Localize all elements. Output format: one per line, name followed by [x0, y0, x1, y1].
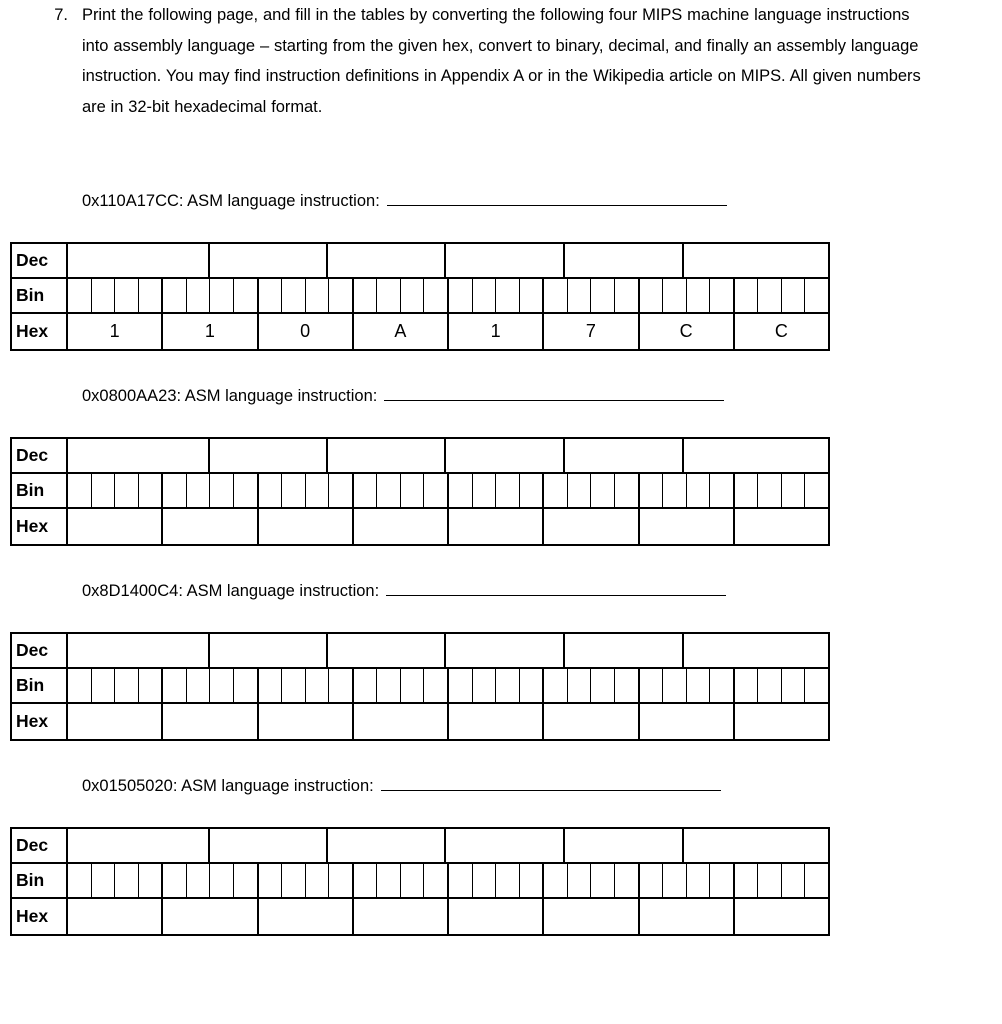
row-label-dec: Dec	[12, 439, 68, 472]
dec-cell[interactable]	[684, 439, 828, 472]
bin-bit-cell[interactable]	[663, 669, 687, 702]
bin-bit-cell[interactable]	[92, 474, 116, 507]
bin-bit-cell[interactable]	[758, 474, 782, 507]
hex-digit-cell[interactable]	[449, 509, 544, 544]
hex-digit-cell[interactable]	[640, 899, 735, 934]
dec-cell[interactable]	[210, 439, 328, 472]
row-label-hex: Hex	[12, 704, 68, 739]
bin-bit-cell[interactable]	[329, 669, 352, 702]
hex-digit-cell[interactable]	[544, 509, 639, 544]
bin-bit-cell[interactable]	[282, 474, 306, 507]
bin-nibble-group	[163, 864, 258, 897]
bin-nibble-group	[449, 864, 544, 897]
row-label-bin: Bin	[12, 279, 68, 312]
dec-cells	[68, 634, 828, 667]
bin-bit-cell[interactable]	[115, 669, 139, 702]
bin-bit-cell[interactable]	[234, 864, 257, 897]
bin-bit-cell[interactable]	[520, 279, 543, 312]
bin-bit-cell[interactable]	[496, 864, 520, 897]
bin-bit-cell[interactable]	[92, 864, 116, 897]
bin-bit-cell[interactable]	[473, 669, 497, 702]
dec-cells	[68, 244, 828, 277]
bin-bit-cell[interactable]	[473, 864, 497, 897]
hex-digit-cell[interactable]	[163, 509, 258, 544]
instruction-prompt: 0x8D1400C4: ASM language instruction:	[82, 582, 380, 600]
bin-bit-cell[interactable]	[758, 279, 782, 312]
bin-nibble-group	[354, 864, 449, 897]
bin-nibble-group	[449, 474, 544, 507]
bin-bit-cell[interactable]	[568, 864, 592, 897]
bin-bit-cell[interactable]	[68, 279, 92, 312]
bin-bit-cell[interactable]	[758, 864, 782, 897]
bin-nibble-group	[640, 669, 735, 702]
bin-bit-cell[interactable]	[424, 279, 447, 312]
bin-bit-cell[interactable]	[259, 279, 283, 312]
bin-cells	[68, 279, 828, 312]
bin-bit-cell[interactable]	[735, 864, 759, 897]
bin-nibble-group	[68, 864, 163, 897]
hex-digit-cell[interactable]: 0	[259, 314, 354, 349]
bin-bit-cell[interactable]	[68, 864, 92, 897]
bin-nibble-group	[259, 279, 354, 312]
bin-bit-cell[interactable]	[568, 279, 592, 312]
question-number: 7.	[54, 6, 68, 24]
bin-bit-cell[interactable]	[544, 864, 568, 897]
bin-bit-cell[interactable]	[449, 669, 473, 702]
table-row-bin	[12, 864, 828, 899]
bin-bit-cell[interactable]	[377, 474, 401, 507]
row-label-dec: Dec	[12, 634, 68, 667]
bin-nibble-group	[354, 669, 449, 702]
bin-nibble-group	[544, 279, 639, 312]
instruction-prompt: 0x01505020: ASM language instruction:	[82, 777, 374, 795]
hex-cells	[68, 509, 828, 544]
bin-bit-cell[interactable]	[640, 279, 664, 312]
hex-digit-cell[interactable]	[354, 509, 449, 544]
answer-blank-field[interactable]	[381, 775, 721, 791]
bin-bit-cell[interactable]	[377, 669, 401, 702]
table-row-hex	[12, 899, 828, 934]
bin-bit-cell[interactable]	[640, 474, 664, 507]
bin-bit-cell[interactable]	[306, 864, 330, 897]
bin-bit-cell[interactable]	[805, 669, 828, 702]
bin-bit-cell[interactable]	[234, 279, 257, 312]
bin-bit-cell[interactable]	[187, 864, 211, 897]
bin-nibble-group	[544, 864, 639, 897]
bin-nibble-group	[735, 669, 828, 702]
bin-nibble-group	[68, 279, 163, 312]
bin-bit-cell[interactable]	[163, 474, 187, 507]
bin-bit-cell[interactable]	[544, 669, 568, 702]
bin-bit-cell[interactable]	[259, 474, 283, 507]
bin-bit-cell[interactable]	[687, 864, 711, 897]
bin-bit-cell[interactable]	[187, 669, 211, 702]
table-row-hex	[12, 314, 828, 349]
bin-bit-cell[interactable]	[710, 669, 733, 702]
hex-digit-cell[interactable]	[735, 899, 828, 934]
bin-bit-cell[interactable]	[805, 864, 828, 897]
bin-bit-cell[interactable]	[473, 474, 497, 507]
bin-bit-cell[interactable]	[663, 474, 687, 507]
bin-bit-cell[interactable]	[544, 474, 568, 507]
bin-bit-cell[interactable]	[735, 669, 759, 702]
bin-bit-cell[interactable]	[568, 669, 592, 702]
hex-digit-cell[interactable]	[735, 509, 828, 544]
bin-bit-cell[interactable]	[615, 669, 638, 702]
bin-bit-cell[interactable]	[710, 474, 733, 507]
bin-bit-cell[interactable]	[615, 279, 638, 312]
row-label-hex: Hex	[12, 899, 68, 934]
dec-cells	[68, 439, 828, 472]
hex-digit-cell[interactable]	[68, 704, 163, 739]
bin-bit-cell[interactable]	[92, 279, 116, 312]
dec-cell[interactable]	[68, 634, 210, 667]
bin-bit-cell[interactable]	[329, 279, 352, 312]
dec-cell[interactable]	[565, 439, 684, 472]
bin-bit-cell[interactable]	[735, 474, 759, 507]
instruction-line	[82, 385, 724, 407]
dec-cell[interactable]	[446, 829, 565, 862]
table-row-dec	[12, 829, 828, 864]
hex-digit-cell[interactable]	[259, 704, 354, 739]
bin-bit-cell[interactable]	[449, 474, 473, 507]
dec-cell[interactable]	[210, 244, 328, 277]
bin-bit-cell[interactable]	[568, 474, 592, 507]
hex-digit-cell[interactable]: 1	[68, 314, 163, 349]
bin-bit-cell[interactable]	[663, 864, 687, 897]
bin-bit-cell[interactable]	[306, 474, 330, 507]
bin-bit-cell[interactable]	[782, 864, 806, 897]
bin-bit-cell[interactable]	[496, 669, 520, 702]
bin-bit-cell[interactable]	[710, 279, 733, 312]
bin-bit-cell[interactable]	[234, 669, 257, 702]
bin-bit-cell[interactable]	[735, 279, 759, 312]
bin-bit-cell[interactable]	[401, 279, 425, 312]
dec-cell[interactable]	[68, 829, 210, 862]
instruction-line	[82, 775, 721, 797]
bin-bit-cell[interactable]	[449, 279, 473, 312]
row-label-bin: Bin	[12, 864, 68, 897]
bin-bit-cell[interactable]	[210, 279, 234, 312]
dec-cell[interactable]	[446, 634, 565, 667]
bin-nibble-group	[640, 279, 735, 312]
bin-bit-cell[interactable]	[401, 864, 425, 897]
bin-bit-cell[interactable]	[139, 669, 162, 702]
bin-bit-cell[interactable]	[687, 279, 711, 312]
bin-bit-cell[interactable]	[687, 474, 711, 507]
row-label-bin: Bin	[12, 474, 68, 507]
bin-nibble-group	[735, 279, 828, 312]
bin-cells	[68, 864, 828, 897]
hex-digit-cell[interactable]	[259, 899, 354, 934]
dec-cell[interactable]	[68, 244, 210, 277]
bin-bit-cell[interactable]	[520, 864, 543, 897]
bin-bit-cell[interactable]	[354, 474, 378, 507]
bin-bit-cell[interactable]	[259, 864, 283, 897]
bin-bit-cell[interactable]	[615, 474, 638, 507]
hex-cells	[68, 899, 828, 934]
hex-digit-cell[interactable]: C	[640, 314, 735, 349]
table-row-dec	[12, 634, 828, 669]
bin-bit-cell[interactable]	[282, 864, 306, 897]
bin-bit-cell[interactable]	[306, 669, 330, 702]
bin-nibble-group	[544, 669, 639, 702]
bin-bit-cell[interactable]	[591, 279, 615, 312]
bin-nibble-group	[68, 669, 163, 702]
bin-bit-cell[interactable]	[424, 474, 447, 507]
bin-bit-cell[interactable]	[282, 669, 306, 702]
conversion-table	[10, 437, 830, 546]
bin-bit-cell[interactable]	[92, 669, 116, 702]
hex-digit-cell[interactable]	[640, 509, 735, 544]
bin-nibble-group	[735, 864, 828, 897]
bin-bit-cell[interactable]	[782, 669, 806, 702]
dec-cell[interactable]	[684, 244, 828, 277]
bin-nibble-group	[354, 474, 449, 507]
bin-bit-cell[interactable]	[687, 669, 711, 702]
bin-bit-cell[interactable]	[424, 864, 447, 897]
bin-bit-cell[interactable]	[163, 279, 187, 312]
hex-digit-cell[interactable]: 1	[163, 314, 258, 349]
bin-bit-cell[interactable]	[354, 279, 378, 312]
dec-cell[interactable]	[328, 439, 446, 472]
dec-cell[interactable]	[328, 244, 446, 277]
bin-bit-cell[interactable]	[187, 279, 211, 312]
bin-bit-cell[interactable]	[473, 279, 497, 312]
hex-digit-cell[interactable]	[163, 899, 258, 934]
instruction-line	[82, 190, 727, 212]
bin-bit-cell[interactable]	[591, 474, 615, 507]
bin-bit-cell[interactable]	[805, 474, 828, 507]
dec-cell[interactable]	[565, 634, 684, 667]
dec-cells	[68, 829, 828, 862]
hex-digit-cell[interactable]: A	[354, 314, 449, 349]
bin-bit-cell[interactable]	[663, 279, 687, 312]
bin-bit-cell[interactable]	[377, 864, 401, 897]
bin-bit-cell[interactable]	[615, 864, 638, 897]
answer-blank-field[interactable]	[386, 580, 726, 596]
answer-blank-field[interactable]	[384, 385, 724, 401]
conversion-table	[10, 632, 830, 741]
table-row-bin	[12, 669, 828, 704]
bin-bit-cell[interactable]	[401, 474, 425, 507]
bin-bit-cell[interactable]	[591, 864, 615, 897]
hex-digit-cell[interactable]: C	[774, 321, 788, 341]
table-row-bin	[12, 279, 828, 314]
dec-cell[interactable]	[210, 829, 328, 862]
bin-bit-cell[interactable]	[782, 279, 806, 312]
row-label-bin: Bin	[12, 669, 68, 702]
bin-nibble-group	[259, 669, 354, 702]
dec-cell[interactable]	[68, 439, 210, 472]
table-row-dec	[12, 439, 828, 474]
dec-cell[interactable]	[684, 829, 828, 862]
hex-digit-cell[interactable]	[544, 899, 639, 934]
question-row	[0, 0, 1002, 122]
bin-bit-cell[interactable]	[782, 474, 806, 507]
instruction-prompt: 0x0800AA23: ASM language instruction:	[82, 387, 378, 405]
bin-nibble-group	[640, 864, 735, 897]
bin-bit-cell[interactable]	[68, 669, 92, 702]
bin-bit-cell[interactable]	[329, 864, 352, 897]
bin-bit-cell[interactable]	[163, 669, 187, 702]
row-label-hex: Hex	[12, 314, 68, 349]
bin-bit-cell[interactable]	[805, 279, 828, 312]
bin-bit-cell[interactable]	[640, 669, 664, 702]
bin-bit-cell[interactable]	[401, 669, 425, 702]
bin-bit-cell[interactable]	[520, 474, 543, 507]
hex-digit-cell[interactable]: 7	[544, 314, 639, 349]
bin-nibble-group	[68, 474, 163, 507]
bin-bit-cell[interactable]	[496, 279, 520, 312]
hex-digit-cell[interactable]	[163, 704, 258, 739]
question-block	[0, 0, 1002, 122]
dec-cell[interactable]	[565, 829, 684, 862]
bin-bit-cell[interactable]	[329, 474, 352, 507]
bin-nibble-group	[259, 864, 354, 897]
bin-bit-cell[interactable]	[354, 864, 378, 897]
table-row-hex	[12, 509, 828, 544]
bin-bit-cell[interactable]	[139, 474, 162, 507]
table-row-dec	[12, 244, 828, 279]
hex-digit-cell[interactable]: 1	[449, 314, 544, 349]
bin-bit-cell[interactable]	[259, 669, 283, 702]
bin-bit-cell[interactable]	[187, 474, 211, 507]
question-text: Print the following page, and fill in the tables by converting the following four MIPS machine language instructions into assembly language – starting from the given hex, convert to binary, decimal, and finally an assembly language instruction. You may find instruction definitions in Appendix A or in the Wikipedia article on MIPS. All given numbers are in 32-bit hexadecimal format.	[82, 6, 921, 116]
dec-cell[interactable]	[210, 634, 328, 667]
bin-nibble-group	[449, 279, 544, 312]
bin-bit-cell[interactable]	[210, 864, 234, 897]
bin-nibble-group	[354, 279, 449, 312]
answer-blank-field[interactable]	[387, 190, 727, 206]
dec-cell[interactable]	[446, 439, 565, 472]
bin-bit-cell[interactable]	[520, 669, 543, 702]
bin-bit-cell[interactable]	[710, 864, 733, 897]
hex-digit-cell[interactable]	[640, 704, 735, 739]
bin-nibble-group	[163, 669, 258, 702]
hex-digit-cell[interactable]	[449, 704, 544, 739]
bin-nibble-group	[163, 279, 258, 312]
hex-cells	[68, 704, 828, 739]
instruction-prompt: 0x110A17CC: ASM language instruction:	[82, 192, 380, 210]
table-row-hex	[12, 704, 828, 739]
bin-nibble-group	[640, 474, 735, 507]
bin-bit-cell[interactable]	[591, 669, 615, 702]
bin-nibble-group	[544, 474, 639, 507]
hex-digit-cell[interactable]	[259, 509, 354, 544]
bin-bit-cell[interactable]	[424, 669, 447, 702]
hex-digit-cell[interactable]	[354, 704, 449, 739]
hex-digit-cell[interactable]	[449, 899, 544, 934]
conversion-table	[10, 242, 830, 351]
bin-nibble-group	[259, 474, 354, 507]
hex-digit-cell[interactable]	[68, 509, 163, 544]
hex-digit-cell[interactable]	[354, 899, 449, 934]
bin-cells	[68, 669, 828, 702]
bin-bit-cell[interactable]	[306, 279, 330, 312]
dec-cell[interactable]	[565, 244, 684, 277]
bin-bit-cell[interactable]	[449, 864, 473, 897]
bin-bit-cell[interactable]	[68, 474, 92, 507]
hex-digit-cell[interactable]	[68, 899, 163, 934]
row-label-dec: Dec	[12, 244, 68, 277]
bin-bit-cell[interactable]	[163, 864, 187, 897]
dec-cell[interactable]	[446, 244, 565, 277]
bin-bit-cell[interactable]	[115, 279, 139, 312]
hex-digit-cell[interactable]	[544, 704, 639, 739]
bin-bit-cell[interactable]	[234, 474, 257, 507]
row-label-dec: Dec	[12, 829, 68, 862]
bin-nibble-group	[735, 474, 828, 507]
bin-bit-cell[interactable]	[210, 474, 234, 507]
bin-bit-cell[interactable]	[282, 279, 306, 312]
dec-cell[interactable]	[684, 634, 828, 667]
bin-cells	[68, 474, 828, 507]
bin-bit-cell[interactable]	[354, 669, 378, 702]
bin-bit-cell[interactable]	[210, 669, 234, 702]
bin-bit-cell[interactable]	[139, 864, 162, 897]
row-label-hex: Hex	[12, 509, 68, 544]
conversion-table	[10, 827, 830, 936]
bin-bit-cell[interactable]	[758, 669, 782, 702]
dec-cell[interactable]	[328, 829, 446, 862]
bin-nibble-group	[449, 669, 544, 702]
bin-bit-cell[interactable]	[496, 474, 520, 507]
bin-bit-cell[interactable]	[377, 279, 401, 312]
bin-bit-cell[interactable]	[640, 864, 664, 897]
bin-nibble-group	[163, 474, 258, 507]
hex-cells	[68, 314, 828, 349]
hex-digit-cell[interactable]	[735, 704, 828, 739]
bin-bit-cell[interactable]	[115, 474, 139, 507]
bin-bit-cell[interactable]	[544, 279, 568, 312]
dec-cell[interactable]	[328, 634, 446, 667]
bin-bit-cell[interactable]	[139, 279, 162, 312]
table-row-bin	[12, 474, 828, 509]
bin-bit-cell[interactable]	[115, 864, 139, 897]
instruction-line	[82, 580, 726, 602]
